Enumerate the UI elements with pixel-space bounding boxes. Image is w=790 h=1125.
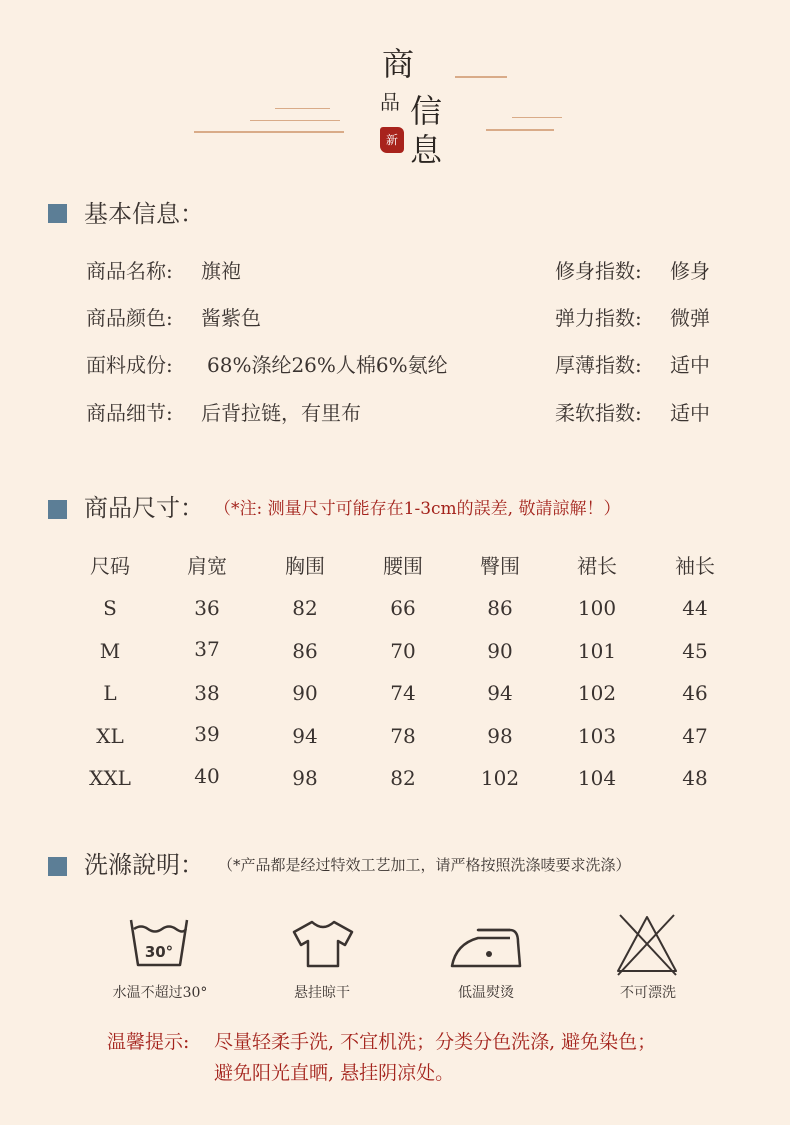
table-cell: 98 [292, 766, 318, 790]
table-cell: 90 [487, 639, 513, 663]
header-char-1: 商 [382, 45, 415, 83]
deco-line [512, 117, 562, 118]
table-cell: L [103, 681, 117, 705]
basic-info-title: 基本信息： [84, 200, 204, 228]
tip-label: 温馨提示: [107, 1031, 190, 1053]
table-cell: 82 [292, 596, 318, 620]
table-cell: 70 [390, 639, 416, 663]
tip-line-2: 避免阳光直晒, 悬挂阴凉处。 [214, 1062, 455, 1084]
info-value: 后背拉链，有里布 [201, 401, 361, 425]
table-cell: 37 [194, 637, 220, 661]
size-note: （*注: 测量尺寸可能存在1-3cm的誤差, 敬請諒解！） [214, 499, 621, 519]
table-cell: 46 [682, 681, 708, 705]
table-cell: 90 [292, 681, 318, 705]
info-value: 适中 [670, 401, 710, 425]
section-marker [48, 500, 67, 519]
wash-label: 不可漂洗 [620, 985, 676, 1001]
wash-label: 水温不超过30° [112, 985, 208, 1001]
low-iron-icon [448, 922, 524, 970]
table-cell: 40 [194, 764, 220, 788]
info-value: 修身 [670, 259, 710, 283]
table-cell: 36 [194, 596, 220, 620]
wash-temperature: 30° [144, 943, 174, 961]
info-label: 商品名称: [86, 259, 173, 283]
table-header: 尺码 [90, 554, 130, 578]
info-label: 商品颜色: [86, 306, 173, 330]
table-cell: 86 [487, 596, 513, 620]
info-value: 适中 [670, 353, 710, 377]
info-label: 修身指数: [555, 259, 642, 283]
hang-dry-icon [290, 918, 356, 970]
table-cell: 103 [577, 724, 617, 748]
table-cell: 100 [577, 596, 617, 620]
wash-label: 低温熨烫 [458, 985, 514, 1001]
table-cell: XXL [89, 766, 131, 790]
table-cell: 94 [292, 724, 318, 748]
table-header: 裙长 [577, 554, 617, 578]
info-label: 柔软指数: [555, 401, 642, 425]
wash-note: （*产品都是经过特效工艺加工，请严格按照洗涤唛要求洗涤） [218, 856, 631, 874]
table-cell: XL [96, 724, 124, 748]
seal-stamp: 新 [380, 127, 404, 153]
wash-30-icon [128, 917, 190, 969]
table-cell: 82 [390, 766, 416, 790]
table-cell: 102 [577, 681, 617, 705]
deco-line [194, 131, 344, 133]
info-value: 酱紫色 [201, 306, 261, 330]
deco-line [275, 108, 330, 109]
table-cell: 44 [682, 596, 708, 620]
table-cell: 66 [390, 596, 416, 620]
table-cell: 86 [292, 639, 318, 663]
table-cell: 78 [390, 724, 416, 748]
deco-line [250, 120, 340, 121]
table-cell: 101 [577, 639, 617, 663]
info-value: 微弹 [670, 306, 710, 330]
size-title: 商品尺寸： [84, 494, 204, 522]
info-label: 商品细节: [86, 401, 173, 425]
table-header: 臀围 [480, 554, 520, 578]
table-cell: 104 [577, 766, 617, 790]
table-cell: 47 [682, 724, 708, 748]
info-label: 弹力指数: [555, 306, 642, 330]
wash-label: 悬挂晾干 [294, 985, 350, 1001]
table-header: 胸围 [285, 554, 325, 578]
table-header: 肩宽 [187, 554, 227, 578]
table-cell: S [103, 596, 117, 620]
info-label: 面料成份: [86, 353, 173, 377]
wash-title: 洗滌說明： [84, 851, 204, 879]
header-char-3: 信 [410, 92, 443, 130]
table-header: 腰围 [383, 554, 423, 578]
tip-line-1: 尽量轻柔手洗, 不宜机洗；分类分色洗涤, 避免染色； [214, 1031, 657, 1053]
table-cell: 102 [480, 766, 520, 790]
section-marker [48, 204, 67, 223]
info-label: 厚薄指数: [555, 353, 642, 377]
table-header: 袖长 [675, 554, 715, 578]
deco-line [455, 76, 507, 78]
table-cell: 98 [487, 724, 513, 748]
table-cell: 74 [390, 681, 416, 705]
no-bleach-icon [614, 913, 680, 977]
table-cell: 48 [682, 766, 708, 790]
section-marker [48, 857, 67, 876]
header-char-2: 品 [380, 90, 400, 114]
table-cell: 45 [682, 639, 708, 663]
deco-line [486, 129, 554, 131]
header-char-4: 息 [410, 131, 443, 169]
table-cell: 94 [487, 681, 513, 705]
table-cell: 38 [194, 681, 220, 705]
table-cell: 39 [194, 722, 220, 746]
info-value: 68%涤纶26%人棉6%氨纶 [207, 353, 448, 377]
table-cell: M [99, 639, 121, 663]
info-value: 旗袍 [201, 259, 241, 283]
